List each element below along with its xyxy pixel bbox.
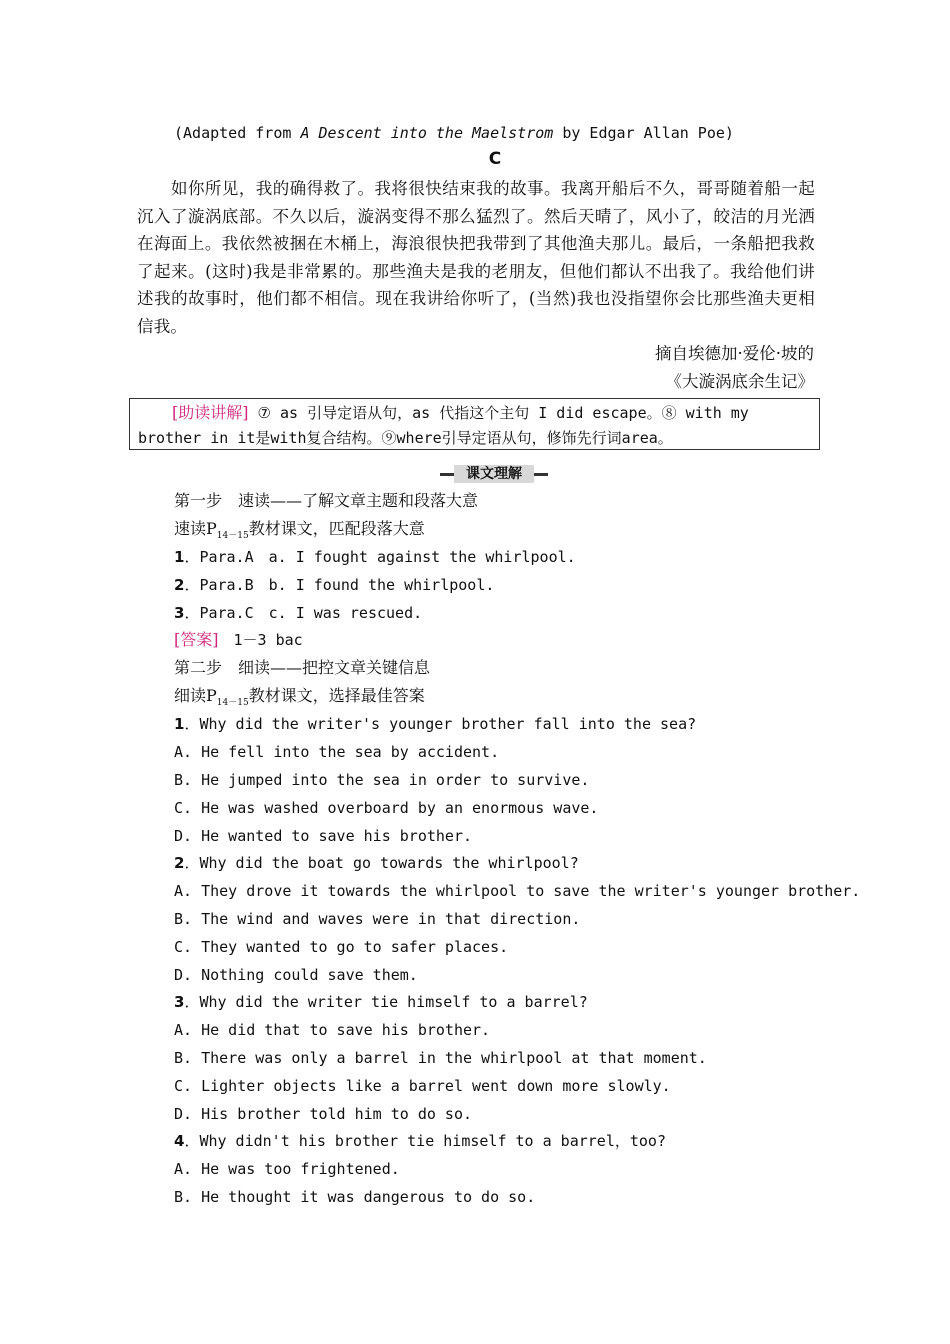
option: B. He jumped into the sea in order to survive. bbox=[174, 771, 590, 789]
answer-tag: [答案] bbox=[174, 630, 219, 649]
banner-bar-right bbox=[534, 473, 548, 476]
question-3: 3．Why did the writer tie himself to a barrel? bbox=[174, 993, 588, 1011]
step1-answer bbox=[174, 630, 303, 650]
option: C. Lighter objects like a barrel went down more slowly. bbox=[174, 1077, 671, 1095]
option: C. He was washed overboard by an enormous wave. bbox=[174, 799, 599, 817]
help-box-tag: [助读讲解] bbox=[172, 403, 249, 422]
source-prefix: (Adapted from bbox=[174, 124, 301, 142]
source-suffix: by Edgar Allan Poe) bbox=[553, 124, 734, 142]
match-item: 2．Para.B b. I found the whirlpool. bbox=[174, 576, 495, 594]
attribution-line1: 摘自埃德加·爱伦·坡的 bbox=[655, 344, 814, 363]
help-box-line1 bbox=[172, 399, 749, 427]
section-c-label: C bbox=[488, 149, 502, 169]
step1-instruction: 速读$P_{14-15}$教材课文，匹配段落大意 bbox=[174, 519, 425, 542]
option: D. Nothing could save them. bbox=[174, 966, 418, 984]
step2-instruction: 细读$P_{14-15}$教材课文，选择最佳答案 bbox=[174, 686, 425, 709]
answer-text: 1－3 bac bbox=[218, 631, 303, 649]
option: D. His brother told him to do so. bbox=[174, 1105, 473, 1123]
option: A. They drove it towards the whirlpool to save the writer's younger brother. bbox=[174, 882, 861, 900]
question-4: 4．Why didn't his brother tie himself to a barrel，too? bbox=[174, 1132, 666, 1150]
option: C. They wanted to go to safer places. bbox=[174, 938, 509, 956]
source-line bbox=[174, 123, 734, 143]
option: A. He did that to save his brother. bbox=[174, 1021, 491, 1039]
help-box-line1-text: ⑦ as 引导定语从句，as 代指这个主句 I did escape。⑧ with my bbox=[257, 404, 749, 422]
section-banner bbox=[440, 465, 548, 483]
help-box-line2: brother in it是with复合结构。⑨where引导定语从句，修饰先行词area。 bbox=[138, 429, 673, 447]
attribution-line2: 《大漩涡底余生记》 bbox=[665, 372, 814, 391]
match-item: 1．Para.A a. I fought against the whirlpool. bbox=[174, 548, 576, 566]
help-box bbox=[129, 398, 820, 450]
banner-bar-left bbox=[440, 473, 454, 476]
match-item: 3．Para.C c. I was rescued. bbox=[174, 604, 423, 622]
step1-title: 第一步 速读——了解文章主题和段落大意 bbox=[174, 491, 479, 510]
question-1: 1．Why did the writer's younger brother fall into the sea? bbox=[174, 715, 697, 733]
option: B. There was only a barrel in the whirlpool at that moment. bbox=[174, 1049, 707, 1067]
chinese-paragraph: 如你所见，我的确得救了。我将很快结束我的故事。我离开船后不久，哥哥随着船一起沉入了漩涡底部。不久以后，漩涡变得不那么猛烈了。然后天晴了，风小了，皎洁的月光洒在海面上。我依然被捆在木桶上，海浪很快把我带到了其他渔夫那儿。最后，一条船把我救了起来。(这时)我是非常累的。那些渔夫是我的老朋友，但他们都认不出我了。我给他们讲述我的故事时，他们都不相信。现在我讲给你听了，(当然)我也没指望你会比那些渔夫更相信我。 bbox=[137, 179, 815, 336]
option: A. He fell into the sea by accident. bbox=[174, 743, 500, 761]
option: A. He was too frightened. bbox=[174, 1160, 400, 1178]
option: B. The wind and waves were in that direction. bbox=[174, 910, 581, 928]
option: B. He thought it was dangerous to do so. bbox=[174, 1188, 536, 1206]
banner-label: 课文理解 bbox=[454, 465, 534, 483]
step2-title: 第二步 细读——把控文章关键信息 bbox=[174, 658, 431, 677]
option: D. He wanted to save his brother. bbox=[174, 827, 473, 845]
question-2: 2．Why did the boat go towards the whirlpool? bbox=[174, 854, 579, 872]
source-title: A Descent into the Maelstrom bbox=[300, 124, 554, 142]
